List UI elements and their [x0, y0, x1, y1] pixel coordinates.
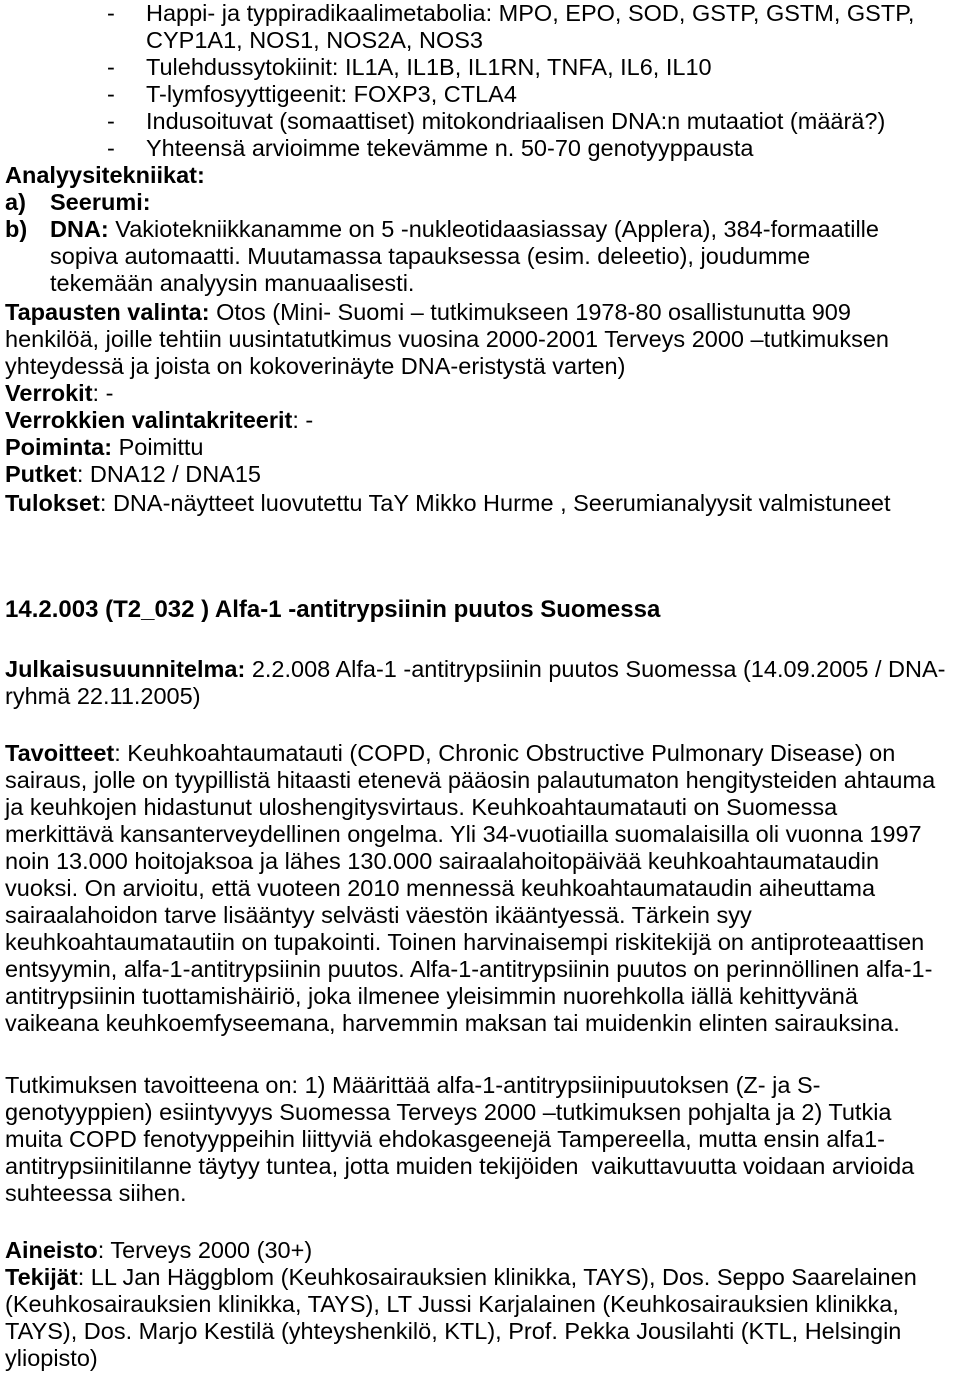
dna-line — [50, 216, 956, 243]
publication-plan-text: 2.2.008 Alfa-1 -antitrypsiinin puutos Suomessa (14.09.2005 / DNA- — [251, 656, 946, 682]
control-criteria-line — [5, 407, 956, 434]
goals-section — [5, 740, 956, 1037]
controls-label: Verrokit — [5, 380, 93, 406]
serum-item — [5, 189, 956, 216]
list-marker: - — [107, 108, 115, 134]
dna-text: tekemään analyysin manuaalisesti. — [50, 270, 415, 296]
goals-text: : Keuhkoahtaumatauti (COPD, Chronic Obstructive Pulmonary Disease) on — [114, 740, 896, 766]
gene-list-item — [5, 54, 956, 81]
aims-text: Tutkimuksen tavoitteena on: 1) Määrittää alfa-1-antitrypsiinipuutoksen (Z- ja S- — [5, 1072, 821, 1098]
case-selection-label: Tapausten valinta: — [5, 299, 210, 325]
dna-text: Vakiotekniikkanamme on 5 -nukleotidaasiassay (Applera), 384-formaatille — [115, 216, 879, 242]
authors-text: (Keuhkosairauksien klinikka, TAYS), LT Jussi Karjalainen (Keuhkosairauksien klinikka, — [5, 1291, 899, 1317]
sample-analysis-section — [5, 0, 956, 517]
goals-text: noin 13.000 hoitojaksoa ja lähes 130.000 sairaalahoitopäivää keuhkoahtaumataudin — [5, 848, 880, 874]
material-line — [5, 1237, 956, 1264]
goals-text: keuhkoahtaumatautiin on tupakointi. Toinen harvinaisempi riskitekijä on antiproteaattisen — [5, 929, 925, 955]
case-selection-paragraph — [5, 299, 956, 380]
aims-text: genotyyppien) esiintyvyys Suomessa Terveys 2000 –tutkimuksen pohjalta ja 2) Tutkia — [5, 1099, 892, 1125]
gene-list-item — [5, 81, 956, 108]
authors-label: Tekijät — [5, 1264, 78, 1290]
list-marker: - — [107, 81, 115, 107]
case-selection-line — [5, 299, 956, 326]
aims-section — [5, 1072, 956, 1207]
controls-value: : - — [92, 380, 114, 406]
list-item-text: Happi- ja typpiradikaalimetabolia: MPO, EPO, SOD, GSTP, GSTM, GSTP, — [146, 0, 915, 26]
goals-text: vuoksi. On arvioitu, että vuoteen 2010 mennessä keuhkoahtaumataudin aiheuttama — [5, 875, 876, 901]
goals-text: entsyymin, alfa-1-antitrypsiinin puutos. Alfa-1-antitrypsiinin puutos on perinnöllinen alfa-1- — [5, 956, 933, 982]
list-item-text: Indusoituvat (somaattiset) mitokondriaalisen DNA:n mutaatiot (määrä?) — [146, 108, 886, 134]
control-criteria-label: Verrokkien valintakriteerit — [5, 407, 293, 433]
authors-line — [5, 1264, 956, 1291]
list-item-text: T-lymfosyyttigeenit: FOXP3, CTLA4 — [146, 81, 517, 107]
dna-marker: b) — [5, 216, 28, 242]
results-value: : DNA-näytteet luovutettu TaY Mikko Hurme , Seerumianalyysit valmistuneet — [99, 490, 891, 516]
serum-marker: a) — [5, 189, 26, 215]
list-item-text: CYP1A1, NOS1, NOS2A, NOS3 — [146, 27, 483, 53]
project-heading-section — [5, 596, 956, 624]
picking-line — [5, 434, 956, 461]
dna-text: sopiva automaatti. Muutamassa tapauksessa (esim. deleetio), joudumme — [50, 243, 811, 269]
controls-line — [5, 380, 956, 407]
control-criteria-value: : - — [292, 407, 314, 433]
case-selection-text: Otos (Mini- Suomi – tutkimukseen 1978-80 osallistunutta 909 — [216, 299, 851, 325]
tubes-line — [5, 461, 956, 488]
analysis-techniques-label: Analyysitekniikat: — [5, 162, 205, 188]
aims-text: suhteessa siihen. — [5, 1180, 187, 1206]
goals-text: sairaus, jolle on tyypillistä hitaasti etenevä pääosin palautumaton hengitysteiden ahtauma — [5, 767, 936, 793]
authors-text: : LL Jan Häggblom (Keuhkosairauksien klinikka, TAYS), Dos. Seppo Saarelainen — [77, 1264, 917, 1290]
list-marker: - — [107, 0, 115, 26]
authors-text: TAYS), Dos. Marjo Kestilä (yhteyshenkilö, KTL), Prof. Pekka Jousilahti (KTL, Helsingin — [5, 1318, 902, 1344]
tubes-value: : DNA12 / DNA15 — [76, 461, 261, 487]
picking-value: Poimittu — [118, 434, 204, 460]
list-item-text: Yhteensä arvioimme tekevämme n. 50-70 genotyyppausta — [146, 135, 754, 161]
goals-line — [5, 740, 956, 767]
results-label: Tulokset — [5, 490, 100, 516]
goals-text: vaikeana keuhkoemfyseemana, harvemmin maksan tai muidenkin elinten sairauksina. — [5, 1010, 900, 1036]
goals-text: antitrypsiinin tuottamishäiriö, joka ilmenee yleisimmin nuorehkolla iällä kehittyvänä — [5, 983, 858, 1009]
publication-plan-label: Julkaisusuunnitelma: — [5, 656, 246, 682]
dna-label: DNA: — [50, 216, 109, 242]
project-title: 14.2.003 (T2_032 ) Alfa-1 -antitrypsiinin puutos Suomessa — [5, 596, 661, 623]
case-selection-text: henkilöä, joille tehtiin uusintatutkimus vuosina 2000-2001 Terveys 2000 –tutkimuksen — [5, 326, 889, 352]
publication-plan-section — [5, 656, 956, 710]
goals-text: sairaalahoidon tarve lisääntyy selvästi väestön ikääntyessä. Tärkein syy — [5, 902, 752, 928]
goals-label: Tavoitteet — [5, 740, 115, 766]
tubes-label: Putket — [5, 461, 77, 487]
serum-line — [50, 189, 956, 216]
publication-plan-text: ryhmä 22.11.2005) — [5, 683, 201, 709]
authors-text: yliopisto) — [5, 1345, 98, 1371]
goals-text: merkittävä kansanterveydellinen ongelma. Yli 34-vuotiailla suomalaisilla oli vuonna 1997 — [5, 821, 922, 847]
material-authors-section — [5, 1237, 956, 1372]
goals-text: ja keuhkojen hidastunut uloshengitysvirtaus. Keuhkoahtaumatauti on Suomessa — [5, 794, 838, 820]
publication-plan-line — [5, 656, 956, 683]
list-item-text: Tulehdussytokiinit: IL1A, IL1B, IL1RN, TNFA, IL6, IL10 — [146, 54, 712, 80]
aims-text: muita COPD fenotyyppeihin liittyviä ehdokasgeenejä Tampereella, mutta ensin alfa1- — [5, 1126, 885, 1152]
aims-text: antitrypsiinitilanne täytyy tuntea, jotta muiden tekijöiden vaikuttavuutta voidaan arvioida — [5, 1153, 915, 1179]
case-selection-text: yhteydessä ja joista on kokoverinäyte DNA-eristystä varten) — [5, 353, 626, 379]
list-marker: - — [107, 135, 115, 161]
dna-item — [5, 216, 956, 297]
results-line — [5, 490, 956, 517]
material-value: : Terveys 2000 (30+) — [97, 1237, 313, 1263]
analysis-techniques-heading — [5, 162, 956, 189]
gene-list-item — [5, 0, 956, 54]
gene-list-item — [5, 108, 956, 135]
gene-list-item — [5, 135, 956, 162]
material-label: Aineisto — [5, 1237, 98, 1263]
list-marker: - — [107, 54, 115, 80]
picking-label: Poiminta: — [5, 434, 113, 460]
serum-label: Seerumi: — [50, 189, 151, 215]
